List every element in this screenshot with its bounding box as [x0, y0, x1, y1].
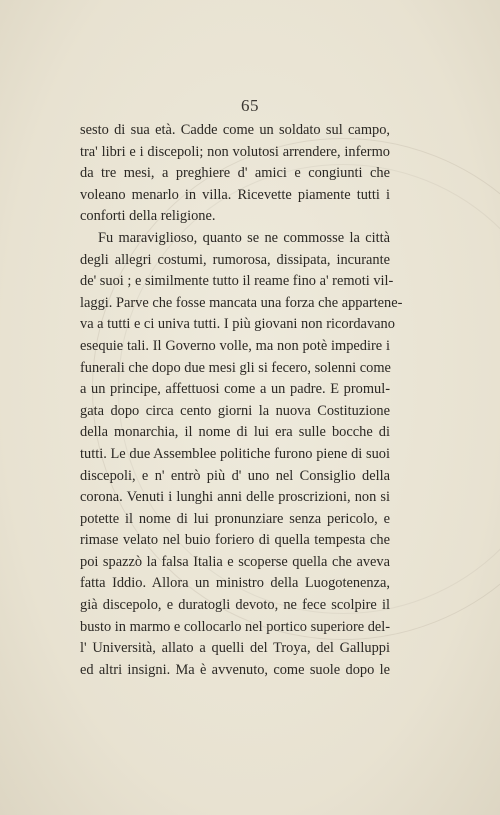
text-line: rimase velato nel buio foriero di quella tempesta che: [80, 532, 390, 549]
text-line: discepoli, e n' entrò più d' uno nel Consiglio della: [80, 467, 390, 484]
text-line: potette il nome di lui pronunziare senza pericolo, e: [80, 510, 390, 527]
text-line: della monarchia, il nome di lui era sulle bocche di: [80, 424, 390, 441]
body-text: [80, 120, 403, 681]
text-line: l' Università, allato a quelli del Troya, del Galluppi: [80, 640, 390, 657]
text-line: a un principe, affettuosi come a un padre. E promul-: [80, 381, 390, 398]
text-line: poi spazzò la falsa Italia e scoperse quella che aveva: [80, 553, 390, 570]
text-line: tra' libri e i discepoli; non volutosi arrendere, infermo: [80, 143, 390, 160]
text-line: laggi. Parve che fosse mancata una forza che appartene-: [80, 294, 403, 311]
text-line: degli allegri costumi, rumorosa, dissipata, incurante: [80, 251, 390, 268]
text-line: ed altri insigni. Ma è avvenuto, come suole dopo le: [80, 661, 390, 678]
text-line: esequie tali. Il Governo volle, ma non potè impedire i: [80, 337, 390, 354]
text-line: tutti. Le due Assemblee politiche furono piene di suoi: [80, 445, 390, 462]
text-line: da tre mesi, a preghiere d' amici e congiunti che: [80, 165, 390, 182]
text-line: va a tutti e ci univa tutti. I più giovani non ricordavano: [80, 316, 395, 333]
text-line: gata dopo circa cento giorni la nuova Costituzione: [80, 402, 390, 419]
text-line: busto in marmo e collocarlo nel portico superiore del-: [80, 618, 391, 635]
text-line: conforti della religione.: [80, 208, 216, 225]
text-line: corona. Venuti i lunghi anni delle proscrizioni, non si: [80, 489, 390, 506]
text-line: voleano menarlo in villa. Ricevette piamente tutti i: [80, 186, 390, 203]
text-line: fatta Iddio. Allora un ministro della Luogotenenza,: [80, 575, 390, 592]
text-line: Fu maraviglioso, quanto se ne commosse la città: [98, 229, 390, 246]
page-number: 65: [241, 96, 259, 115]
text-line: de' suoi ; e similmente tutto il reame fino a' remoti vil-: [80, 273, 394, 290]
text-line: sesto di sua età. Cadde come un soldato sul campo,: [80, 122, 390, 138]
text-line: già discepolo, e duratogli devoto, ne fece scolpire il: [80, 597, 390, 614]
text-line: funerali che dopo due mesi gli si fecero, solenni come: [80, 359, 391, 376]
